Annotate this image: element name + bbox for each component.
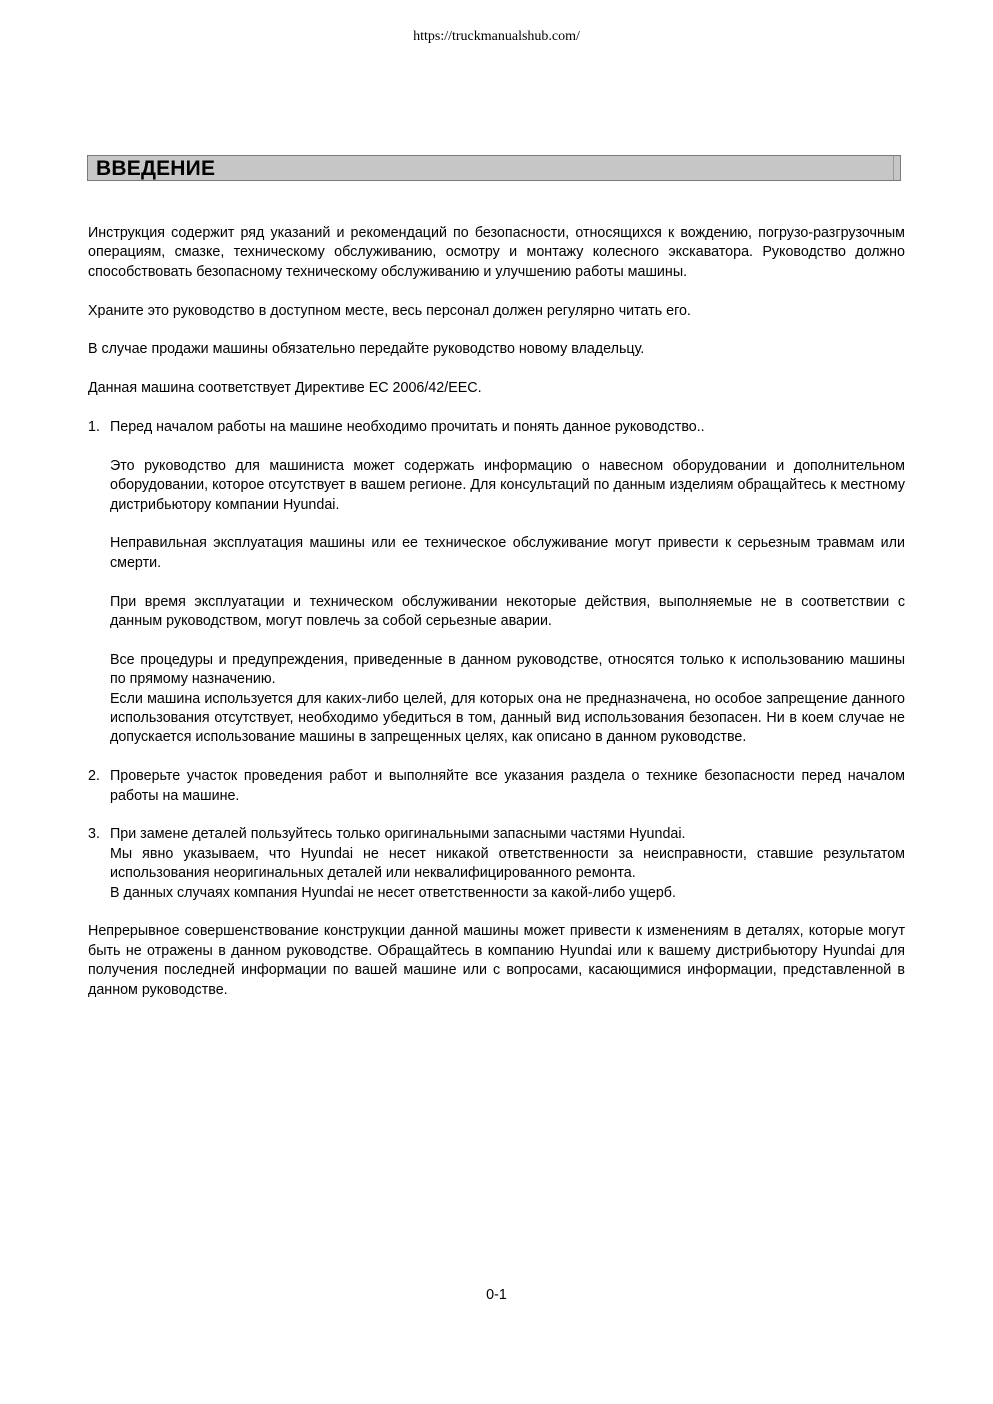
section-title: ВВЕДЕНИЕ: [96, 157, 216, 180]
list-item-number: 2.: [88, 768, 100, 785]
sale-paragraph: В случае продажи машины обязательно передайте руководство новому владельцу.: [88, 341, 645, 358]
intro-paragraph: Инструкция содержит ряд указаний и рекомендаций по безопасности, относящихся к вождению, погрузо-разгрузочным операциям, смазке, техническому обслуживанию, осмотру и монтажу колесного экскаватора. Руководство должно способствовать безопасному техническому обслуживанию и улучшению работы машины.: [88, 225, 905, 280]
list-item-text: При время эксплуатации и техническом обслуживании некоторые действия, выполняемые не в соответствии с данным руководством, могут повлечь за собой серьезные аварии.: [110, 593, 905, 630]
list-item-text: Мы явно указываем, что Hyundai не несет никакой ответственности за неисправности, ставшие результатом использования неоригинальных деталей или неквалифицированного ремонта.: [110, 845, 905, 882]
directive-paragraph: Данная машина соответствует Директиве ЕС 2006/42/EEC.: [88, 380, 482, 397]
keep-manual-paragraph: Храните это руководство в доступном месте, весь персонал должен регулярно читать его.: [88, 302, 691, 319]
list-item-text: Все процедуры и предупреждения, приведенные в данном руководстве, относятся только к использованию машины по прямому назначению.: [110, 651, 905, 688]
section-title-bar: [87, 155, 901, 181]
closing-paragraph: Непрерывное совершенствование конструкции данной машины может привести к изменениям в деталях, которые могут быть не отражены в данном руководстве. Обращайтесь в компанию Hyundai или к вашему дистрибьютору Hyundai для получения последней информации по вашей машине или с вопросами, касающимися информации, представленной в данном руководстве.: [88, 923, 905, 998]
list-item-text: Это руководство для машиниста может содержать информацию о навесном оборудовании и дополнительном оборудовании, которое отсутствует в вашем регионе. Для консультаций по данным изделиям обращайтесь к местному дистрибьютору компании Hyundai.: [110, 457, 905, 513]
list-item-text: При замене деталей пользуйтесь только оригинальными запасными частями Hyundai.: [110, 826, 686, 843]
page-number: 0-1: [486, 1287, 507, 1303]
list-item-text: В данных случаях компания Hyundai не несет ответственности за какой-либо ущерб.: [110, 884, 676, 901]
list-item-text: Неправильная эксплуатация машины или ее техническое обслуживание могут привести к серьезным травмам или смерти.: [110, 535, 905, 571]
list-item-number: 3.: [88, 826, 100, 843]
title-bar-divider: [893, 156, 894, 180]
source-url: https://truckmanualshub.com/: [413, 29, 580, 44]
list-item-3: [88, 825, 905, 903]
list-item-text: Перед началом работы на машине необходимо прочитать и понять данное руководство..: [110, 419, 705, 435]
document-body: [88, 224, 905, 1019]
list-item-1: [88, 418, 905, 748]
list-item-2: [88, 767, 905, 806]
list-item-text: Если машина используется для каких-либо целей, для которых она не предназначена, но особое запрещение данного использования отсутствует, необходимо убедиться в том, данный вид использования безопасен. Ни в коем случае не допускается использование машины в запрещенных целях, как описано в данном руководстве.: [110, 690, 905, 746]
list-item-text: Проверьте участок проведения работ и выполняйте все указания раздела о технике безопасности перед началом работы на машине.: [110, 768, 905, 804]
list-item-number: 1.: [88, 419, 100, 435]
